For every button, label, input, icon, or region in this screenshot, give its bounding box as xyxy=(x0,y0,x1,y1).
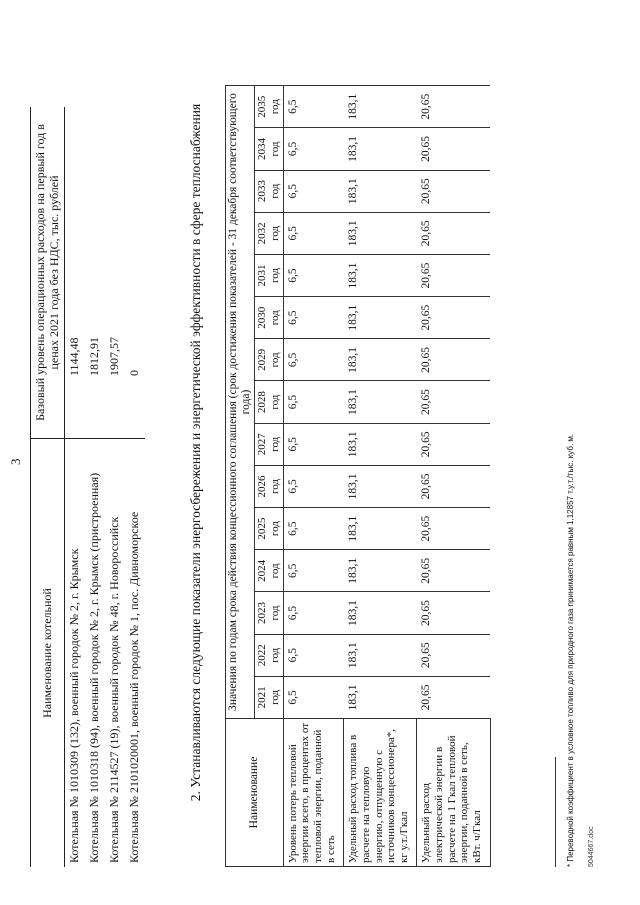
indicator-value: 183,1 xyxy=(344,170,417,212)
year-value: 2023 xyxy=(256,602,269,625)
indicator-value: 20,65 xyxy=(417,381,490,423)
boiler-cost: 1812,91 xyxy=(87,337,102,376)
footnote: * Переводной коэффициент в условное топливо для природного газа принимается равным 1,12857 т.у.т./тыс. куб. м. xyxy=(566,433,575,867)
indicator-name: Удельный расход топлива в расчете на тепловую энергию, отпущенную с источников концессионера*, кг у.т./Гкал xyxy=(344,719,417,867)
indicator-value: 20,65 xyxy=(417,339,490,381)
year-suffix: год xyxy=(269,99,282,115)
year-header xyxy=(255,128,283,170)
indicator-value: 6,5 xyxy=(283,170,344,212)
indicator-value: 6,5 xyxy=(283,128,344,170)
boiler-name: Котельная № 2101020001, военный городок № 1, пос. Дивноморское xyxy=(125,439,145,868)
year-header xyxy=(255,465,283,507)
indicator-value: 183,1 xyxy=(344,128,417,170)
indicator-value: 183,1 xyxy=(344,86,417,128)
year-header xyxy=(255,676,283,718)
period-header: Значения по годам срока действия концессионного соглашения (срок достижения показателей - 31 декабря соответствующего года) xyxy=(226,86,255,719)
table-row xyxy=(125,107,145,867)
indicator-value: 183,1 xyxy=(344,550,417,592)
year-header xyxy=(255,592,283,634)
boiler-name-header: Наименование котельной xyxy=(31,439,65,868)
year-value: 2030 xyxy=(256,306,269,329)
indicator-value: 6,5 xyxy=(283,676,344,718)
table-row xyxy=(105,107,125,867)
year-header xyxy=(255,254,283,296)
indicator-value: 6,5 xyxy=(283,592,344,634)
indicator-value: 6,5 xyxy=(283,297,344,339)
table-row xyxy=(417,86,490,867)
year-header xyxy=(255,423,283,465)
indicator-value: 6,5 xyxy=(283,381,344,423)
year-value: 2033 xyxy=(256,180,269,203)
indicator-name: Удельный расход электрической энергии в расчете на 1 Гкал тепловой энергии, поданной в сеть, кВт. ч/Гкал xyxy=(417,719,490,867)
year-value: 2034 xyxy=(256,137,269,160)
year-header xyxy=(255,212,283,254)
table-row xyxy=(283,86,344,867)
indicator-value: 183,1 xyxy=(344,297,417,339)
year-header xyxy=(255,86,283,128)
indicator-name: Уровень потерь тепловой энергии всего, в процентах от тепловой энергии, поданной в сеть xyxy=(283,719,344,867)
indicator-value: 6,5 xyxy=(283,86,344,128)
year-value: 2026 xyxy=(256,475,269,498)
indicator-value: 183,1 xyxy=(344,634,417,676)
indicator-table xyxy=(225,85,491,867)
document-reference: 5044667.doc xyxy=(588,826,595,867)
boiler-name: Котельная № 1010318 (94), военный городок № 2, г. Крымск (пристроенная) xyxy=(85,439,105,868)
indicator-value: 6,5 xyxy=(283,212,344,254)
year-header xyxy=(255,550,283,592)
indicator-value: 6,5 xyxy=(283,634,344,676)
year-value: 2022 xyxy=(256,644,269,667)
year-value: 2024 xyxy=(256,559,269,582)
year-suffix: год xyxy=(269,268,282,284)
indicator-value: 20,65 xyxy=(417,423,490,465)
indicator-value: 183,1 xyxy=(344,508,417,550)
indicator-value: 20,65 xyxy=(417,170,490,212)
year-suffix: год xyxy=(269,647,282,663)
year-header xyxy=(255,170,283,212)
year-suffix: год xyxy=(269,394,282,410)
year-suffix: год xyxy=(269,689,282,705)
year-header xyxy=(255,339,283,381)
year-suffix: год xyxy=(269,478,282,494)
year-header xyxy=(255,297,283,339)
indicator-value: 183,1 xyxy=(344,592,417,634)
indicator-value: 20,65 xyxy=(417,465,490,507)
indicator-value: 183,1 xyxy=(344,381,417,423)
year-value: 2025 xyxy=(256,517,269,540)
footnote-divider xyxy=(555,757,556,867)
indicator-value: 183,1 xyxy=(344,254,417,296)
year-value: 2032 xyxy=(256,222,269,245)
year-value: 2035 xyxy=(256,95,269,118)
indicator-value: 20,65 xyxy=(417,634,490,676)
boiler-cost-table xyxy=(30,107,145,867)
section-heading: 2. Устанавливаются следующие показатели энергосбережения и энергетической эффективности в сфере теплоснабжения xyxy=(188,103,203,802)
boiler-name: Котельная № 1010309 (132), военный городок № 2, г. Крымск xyxy=(64,439,85,868)
indicator-value: 6,5 xyxy=(283,339,344,381)
year-suffix: год xyxy=(269,563,282,579)
indicator-value: 183,1 xyxy=(344,212,417,254)
table-row xyxy=(85,107,105,867)
year-suffix: год xyxy=(269,605,282,621)
year-suffix: год xyxy=(269,225,282,241)
indicator-value: 6,5 xyxy=(283,465,344,507)
table-row xyxy=(344,86,417,867)
year-value: 2031 xyxy=(256,264,269,287)
year-header xyxy=(255,634,283,676)
year-suffix: год xyxy=(269,352,282,368)
year-value: 2021 xyxy=(256,686,269,709)
year-suffix: год xyxy=(269,183,282,199)
year-suffix: год xyxy=(269,141,282,157)
indicator-value: 183,1 xyxy=(344,465,417,507)
boiler-cost: 0 xyxy=(127,370,142,376)
year-value: 2029 xyxy=(256,348,269,371)
page-number: 3 xyxy=(8,458,23,465)
boiler-cost: 1144,48 xyxy=(67,337,82,376)
year-suffix: год xyxy=(269,436,282,452)
indicator-value: 20,65 xyxy=(417,592,490,634)
indicator-value: 6,5 xyxy=(283,423,344,465)
indicator-value: 20,65 xyxy=(417,212,490,254)
indicator-value: 6,5 xyxy=(283,550,344,592)
indicator-value: 20,65 xyxy=(417,254,490,296)
year-value: 2027 xyxy=(256,433,269,456)
indicator-value: 20,65 xyxy=(417,676,490,718)
boiler-cost: 1907,57 xyxy=(107,337,122,376)
indicator-value: 183,1 xyxy=(344,676,417,718)
indicator-value: 6,5 xyxy=(283,254,344,296)
table-row xyxy=(64,107,85,867)
indicator-value: 20,65 xyxy=(417,550,490,592)
indicator-value: 183,1 xyxy=(344,339,417,381)
indicator-value: 20,65 xyxy=(417,128,490,170)
boiler-cost-header: Базовый уровень операционных расходов на первый год в ценах 2021 года без НДС, тыс. рублей xyxy=(31,107,65,439)
indicator-name-header: Наименование xyxy=(226,719,284,867)
indicator-value: 183,1 xyxy=(344,423,417,465)
indicator-value: 20,65 xyxy=(417,86,490,128)
indicator-value: 20,65 xyxy=(417,297,490,339)
year-suffix: год xyxy=(269,310,282,326)
year-header xyxy=(255,381,283,423)
indicator-value: 6,5 xyxy=(283,508,344,550)
year-header xyxy=(255,508,283,550)
indicator-value: 20,65 xyxy=(417,508,490,550)
year-suffix: год xyxy=(269,521,282,537)
year-value: 2028 xyxy=(256,391,269,414)
boiler-name: Котельная № 2114527 (19), военный городок № 48, г. Новороссийск xyxy=(105,439,125,868)
